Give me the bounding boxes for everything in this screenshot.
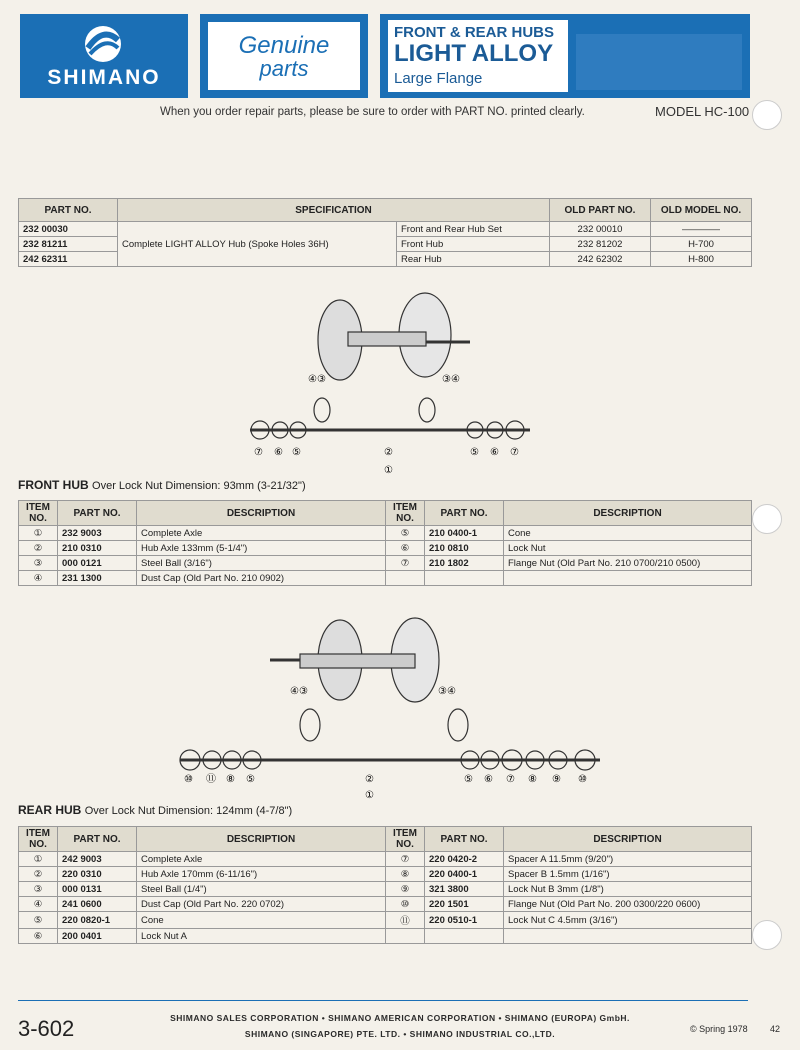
old-model-no: H-800 <box>651 252 752 267</box>
part-no: 220 0400-1 <box>425 867 504 882</box>
front-hub-label: FRONT HUB <box>18 478 89 492</box>
description: Lock Nut A <box>137 929 386 944</box>
description: Lock Nut C 4.5mm (3/16") <box>504 912 752 929</box>
rear-hub-title <box>18 803 292 817</box>
table-row <box>19 929 752 944</box>
spec-sub: Rear Hub <box>397 252 550 267</box>
title-line-1: FRONT & REAR HUBS <box>394 24 554 41</box>
diagram-label: ③④ <box>438 686 456 697</box>
part-no: 242 9003 <box>58 852 137 867</box>
col-part-no: PART NO. <box>425 827 504 852</box>
shimano-logo <box>20 14 188 98</box>
title-box <box>380 14 750 98</box>
table-row <box>19 556 752 571</box>
part-no: 000 0131 <box>58 882 137 897</box>
item-no: ⑩ <box>386 897 425 912</box>
item-no: ② <box>19 541 58 556</box>
old-part-no: 242 62302 <box>550 252 651 267</box>
col-description: DESCRIPTION <box>137 501 386 526</box>
diagram-label: ⑩ <box>578 774 587 785</box>
part-no: 220 0820-1 <box>58 912 137 929</box>
binder-hole <box>752 920 782 950</box>
old-part-no: 232 00010 <box>550 222 651 237</box>
part-no: 200 0401 <box>58 929 137 944</box>
description: Lock Nut <box>504 541 752 556</box>
col-description: DESCRIPTION <box>504 827 752 852</box>
old-part-no: 232 81202 <box>550 237 651 252</box>
spec-header-row <box>19 199 752 222</box>
description: Cone <box>504 526 752 541</box>
item-no: ④ <box>19 897 58 912</box>
table-row <box>19 222 752 237</box>
copyright: © Spring 1978 <box>690 1024 748 1034</box>
spec-table <box>18 198 752 267</box>
diagram-label: ⑧ <box>226 774 235 785</box>
corp-line-2: SHIMANO (SINGAPORE) PTE. LTD. • SHIMANO INDUSTRIAL CO.,LTD. <box>244 1029 556 1039</box>
front-hub-exploded-diagram <box>230 290 550 480</box>
part-no: 210 0400-1 <box>425 526 504 541</box>
binder-hole <box>752 100 782 130</box>
front-hub-dimension: Over Lock Nut Dimension: 93mm (3-21/32") <box>92 480 306 492</box>
diagram-label: ⑦ <box>506 774 515 785</box>
empty-cell <box>504 929 752 944</box>
rear-hub-exploded-diagram <box>170 610 610 800</box>
description: Cone <box>137 912 386 929</box>
empty-cell <box>504 571 752 586</box>
item-no: ⑦ <box>386 556 425 571</box>
item-no: ④ <box>19 571 58 586</box>
diagram-label: ⑤ <box>292 447 301 458</box>
description: Flange Nut (Old Part No. 210 0700/210 0500) <box>504 556 752 571</box>
genuine-parts-badge <box>200 14 368 98</box>
diagram-label: ⑥ <box>484 774 493 785</box>
old-model-no: H-700 <box>651 237 752 252</box>
description: Steel Ball (3/16") <box>137 556 386 571</box>
item-no: ⑤ <box>386 526 425 541</box>
rear-hub-label: REAR HUB <box>18 803 82 817</box>
diagram-label: ⑥ <box>274 447 283 458</box>
spec-text: Complete LIGHT ALLOY Hub (Spoke Holes 36H) <box>118 222 397 267</box>
description: Dust Cap (Old Part No. 220 0702) <box>137 897 386 912</box>
table-row <box>19 526 752 541</box>
diagram-label: ⑧ <box>528 774 537 785</box>
parts-text: parts <box>259 56 309 81</box>
title-box-shadow-panel <box>576 34 742 90</box>
empty-cell <box>386 571 425 586</box>
col-specification: SPECIFICATION <box>118 199 550 222</box>
diagram-label: ③④ <box>442 374 460 385</box>
diagram-label: ⑩ <box>184 774 193 785</box>
col-description: DESCRIPTION <box>504 501 752 526</box>
item-no: ② <box>19 867 58 882</box>
description: Flange Nut (Old Part No. 200 0300/220 0600) <box>504 897 752 912</box>
description: Spacer B 1.5mm (1/16") <box>504 867 752 882</box>
diagram-label: ⑪ <box>206 774 216 785</box>
table-row <box>19 867 752 882</box>
part-no: 000 0121 <box>58 556 137 571</box>
item-no: ⑥ <box>386 541 425 556</box>
item-no: ⑧ <box>386 867 425 882</box>
part-no: 242 62311 <box>19 252 118 267</box>
item-no: ⑤ <box>19 912 58 929</box>
table-header-row <box>19 501 752 526</box>
brand-name: SHIMANO <box>47 66 161 89</box>
corp-line-1: SHIMANO SALES CORPORATION • SHIMANO AMERICAN CORPORATION • SHIMANO (EUROPA) GmbH. <box>170 1013 630 1023</box>
item-no: ① <box>19 526 58 541</box>
part-no: 232 81211 <box>19 237 118 252</box>
genuine-parts-panel <box>208 22 360 90</box>
col-old-model-no: OLD MODEL NO. <box>651 199 752 222</box>
rear-hub-parts-table <box>18 826 752 944</box>
description: Steel Ball (1/4") <box>137 882 386 897</box>
item-no: ③ <box>19 882 58 897</box>
table-header-row <box>19 827 752 852</box>
title-line-3: Large Flange <box>394 70 483 87</box>
part-no: 210 0310 <box>58 541 137 556</box>
corporate-names <box>140 1010 660 1042</box>
part-no: 241 0600 <box>58 897 137 912</box>
diagram-label: ② <box>365 774 374 785</box>
front-hub-title <box>18 478 306 492</box>
page-code: 3-602 <box>18 1016 75 1041</box>
description: Dust Cap (Old Part No. 210 0902) <box>137 571 386 586</box>
col-part-no: PART NO. <box>58 827 137 852</box>
table-row <box>19 882 752 897</box>
diagram-label: ⑥ <box>490 447 499 458</box>
diagram-label: ① <box>384 465 393 476</box>
col-part-no: PART NO. <box>425 501 504 526</box>
front-hub-parts-table <box>18 500 752 586</box>
description: Hub Axle 133mm (5-1/4") <box>137 541 386 556</box>
genuine-text: Genuine <box>238 32 330 59</box>
part-no: 210 0810 <box>425 541 504 556</box>
col-item-no: ITEM NO. <box>19 827 58 852</box>
diagram-label: ⑤ <box>470 447 479 458</box>
table-row <box>19 852 752 867</box>
part-no: 220 0310 <box>58 867 137 882</box>
rear-hub-dimension: Over Lock Nut Dimension: 124mm (4-7/8") <box>84 805 293 817</box>
title-line-2: LIGHT ALLOY <box>394 40 554 67</box>
footer-divider <box>18 1000 748 1001</box>
item-no: ⑥ <box>19 929 58 944</box>
part-no: 220 0510-1 <box>425 912 504 929</box>
diagram-label: ⑦ <box>254 447 263 458</box>
description: Complete Axle <box>137 852 386 867</box>
diagram-label: ④③ <box>290 686 308 697</box>
part-no: 321 3800 <box>425 882 504 897</box>
empty-cell <box>425 929 504 944</box>
description: Spacer A 11.5mm (9/20") <box>504 852 752 867</box>
empty-cell <box>425 571 504 586</box>
diagram-label: ① <box>365 790 374 800</box>
page-number: 42 <box>770 1024 781 1034</box>
item-no: ⑨ <box>386 882 425 897</box>
spec-sub: Front Hub <box>397 237 550 252</box>
old-model-no: ———— <box>651 222 752 237</box>
title-panel <box>388 20 568 92</box>
table-row <box>19 571 752 586</box>
part-no: 210 1802 <box>425 556 504 571</box>
col-part-no: PART NO. <box>58 501 137 526</box>
part-no: 220 0420-2 <box>425 852 504 867</box>
col-old-part-no: OLD PART NO. <box>550 199 651 222</box>
item-no: ⑪ <box>386 912 425 929</box>
diagram-label: ⑤ <box>464 774 473 785</box>
diagram-label: ④③ <box>308 374 326 385</box>
item-no: ⑦ <box>386 852 425 867</box>
part-no: 232 9003 <box>58 526 137 541</box>
diagram-label: ② <box>384 447 393 458</box>
description: Complete Axle <box>137 526 386 541</box>
table-row <box>19 912 752 929</box>
spec-sub: Front and Rear Hub Set <box>397 222 550 237</box>
model-number: MODEL HC-100 <box>655 104 750 119</box>
part-no: 220 1501 <box>425 897 504 912</box>
part-no: 232 00030 <box>19 222 118 237</box>
description: Hub Axle 170mm (6-11/16") <box>137 867 386 882</box>
diagram-label: ⑦ <box>510 447 519 458</box>
binder-hole <box>752 504 782 534</box>
table-row <box>19 897 752 912</box>
col-item-no: ITEM NO. <box>386 827 425 852</box>
col-item-no: ITEM NO. <box>19 501 58 526</box>
col-item-no: ITEM NO. <box>386 501 425 526</box>
part-no: 231 1300 <box>58 571 137 586</box>
empty-cell <box>386 929 425 944</box>
description: Lock Nut B 3mm (1/8") <box>504 882 752 897</box>
table-row <box>19 541 752 556</box>
col-description: DESCRIPTION <box>137 827 386 852</box>
col-part-no: PART NO. <box>19 199 118 222</box>
item-no: ③ <box>19 556 58 571</box>
diagram-label: ⑨ <box>552 774 561 785</box>
shimano-emblem-icon <box>78 22 128 66</box>
diagram-label: ⑤ <box>246 774 255 785</box>
item-no: ① <box>19 852 58 867</box>
order-notice: When you order repair parts, please be sure to order with PART NO. printed clearly. <box>160 106 585 118</box>
